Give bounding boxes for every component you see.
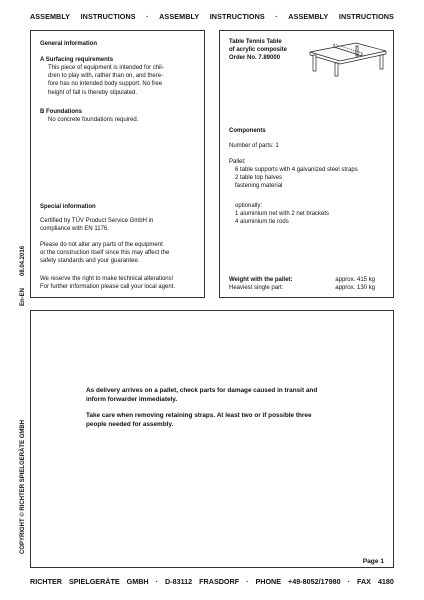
weight-label: Weight with the pallet: xyxy=(229,277,293,283)
text-line: fore has no intended body support. No free xyxy=(48,81,163,88)
header-separator: · xyxy=(146,12,149,21)
footer-word: SPIELGERÄTE xyxy=(68,577,120,586)
text-line: dren to play with, rather than on, and there- xyxy=(48,73,164,80)
text-line: compliance with EN 1176. xyxy=(40,226,109,233)
text-line: Certified by TÜV Product Service GmbH in xyxy=(40,218,154,224)
page-number: Page 1 xyxy=(362,558,384,565)
delivery-note xyxy=(86,387,317,405)
surfacing-heading: A Surfacing requirements xyxy=(40,57,114,63)
page-header xyxy=(30,12,394,21)
text-line: of acrylic composite xyxy=(229,47,288,54)
list-item: 6 table supports with 4 galvanized steel straps xyxy=(235,167,358,173)
text-line: As delivery arrives on a pallet, check parts for damage caused in transit and xyxy=(86,387,318,394)
footer-separator: · xyxy=(347,577,350,586)
text-line: Please do not alter any parts of the equipment xyxy=(40,242,163,248)
footer-word: FRASDORF xyxy=(199,577,240,586)
weight-value: approx. 415 kg xyxy=(335,277,375,283)
text-line: Table Tennis Table xyxy=(229,39,282,45)
header-word: ASSEMBLY xyxy=(159,12,200,21)
text-line: inform forwarder immediately. xyxy=(86,395,178,403)
footer-word: +49-8052/17980 xyxy=(288,577,341,586)
surfacing-text xyxy=(48,64,164,97)
footer-word: 4180 xyxy=(377,577,394,586)
pallet-list xyxy=(235,166,358,191)
pallet-label: Pallet: xyxy=(229,159,246,165)
product-title xyxy=(229,38,287,63)
general-information-box xyxy=(30,30,205,298)
footer-separator: · xyxy=(155,577,159,586)
order-number: Order No. 7.89000 xyxy=(229,55,281,62)
optional-list xyxy=(235,210,329,226)
foundations-text: No concrete foundations required. xyxy=(48,117,139,123)
text-line: For further information please call your local agent. xyxy=(40,284,176,291)
weight-block xyxy=(229,276,375,292)
product-box xyxy=(219,30,394,298)
text-line: This piece of equipment is intended for chil- xyxy=(48,65,164,71)
components-title: Components xyxy=(229,128,266,134)
optional-label: optionally: xyxy=(235,203,263,209)
text-line: We reserve the right to make technical alterations! xyxy=(40,276,174,282)
side-date: 08.04.2016 xyxy=(20,245,26,276)
list-item: 2 table top halves xyxy=(235,175,283,182)
side-copyright: COPYRIGHT © RICHTER SPIELGERÄTE GMBH xyxy=(20,419,26,554)
foundations-heading: B Foundations xyxy=(40,109,82,115)
table-tennis-table-icon xyxy=(304,38,390,78)
heaviest-label: Heaviest single part: xyxy=(229,285,284,292)
special-title: Special information xyxy=(40,204,96,210)
page-footer xyxy=(30,577,394,586)
text-line: people needed for assembly. xyxy=(86,420,174,428)
list-item: 4 aluminium tie rods xyxy=(235,219,289,226)
special-alter xyxy=(40,241,169,266)
header-word: ASSEMBLY xyxy=(30,12,71,21)
header-word: INSTRUCTIONS xyxy=(80,12,136,21)
text-line: height of fall is thereby stipulated. xyxy=(48,89,138,96)
text-line: or the construction itself since this may affect the xyxy=(40,250,170,257)
footer-separator: · xyxy=(246,577,249,586)
header-word: INSTRUCTIONS xyxy=(209,12,265,21)
header-word: ASSEMBLY xyxy=(288,12,329,21)
footer-word: FAX xyxy=(356,577,371,586)
text-line: safety standards and your guarantee. xyxy=(40,258,140,265)
text-line: Take care when removing retaining straps. At least two or if possible three xyxy=(86,412,312,419)
footer-word: RICHTER xyxy=(30,577,62,586)
list-item: fastening material xyxy=(235,183,283,190)
general-title: General information xyxy=(40,41,98,47)
notes-box xyxy=(30,310,394,568)
heaviest-value: approx. 130 kg xyxy=(335,285,375,292)
footer-word: GMBH xyxy=(126,577,149,586)
special-reserve xyxy=(40,275,175,291)
footer-word: PHONE xyxy=(255,577,282,586)
header-word: INSTRUCTIONS xyxy=(338,12,394,21)
footer-word: D-83112 xyxy=(165,577,193,586)
side-language: En-EN xyxy=(20,288,26,306)
number-of-parts: Number of parts: 1 xyxy=(229,143,279,149)
straps-note xyxy=(86,412,312,430)
special-certified xyxy=(40,217,153,233)
list-item: 1 aluminium net with 2 net brackets xyxy=(235,211,330,217)
header-separator: · xyxy=(275,12,278,21)
